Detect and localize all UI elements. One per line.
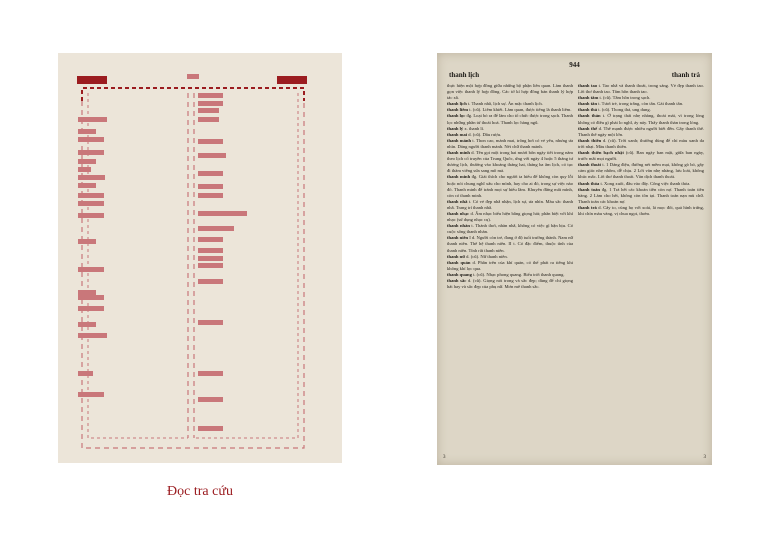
dictionary-entry [447, 138, 573, 150]
right-bar [198, 256, 223, 261]
footer-right: 3 [703, 455, 706, 460]
dictionary-entry [578, 126, 704, 138]
left-bar [78, 290, 96, 295]
entry-definition: t. Có vẻ đẹp nhã nhặn, lịch sự, ưa nhìn. Màu sắc thanh nhã. Trang trí thanh nhã. [447, 198, 573, 210]
header-block-center [187, 74, 199, 79]
right-bar [198, 320, 223, 325]
header-block-right [277, 76, 307, 84]
entry-headword: thanh tân [578, 101, 598, 107]
entry-definition: t. 1 Dáng điệu, đường nét mềm mại, không gò bó, gây cảm giác nhẹ nhõm, dễ chịu. 2 Lời văn nhẹ nhàng, lưu loát, không khúc mắc. Lời thơ thanh thoát. Văn dịch thanh thoát. [578, 162, 704, 180]
dictionary-entry [447, 113, 573, 125]
entry-headword: thanh lịch [447, 101, 467, 107]
entry-definition: t. Ở trạng thái nhẹ nhàng, thoải mái, vì trong lòng không có điều gì phải lo nghĩ, áy náy. Thấy thanh thản trong lòng. [578, 113, 704, 125]
entry-definition: thực hiện một hợp đồng giữa những bộ phận liên quan. Làm thanh gọn việc thanh lý hợp đồng. Các tờ kí hợp đồng bản thanh lý hợp tác xã. [447, 83, 573, 101]
entry-definition: d. (cũ). Trời xanh; thường dùng để chỉ màu xanh da trời nhạt. Màu thanh thiên. [578, 137, 704, 149]
entry-definition: t. Thảnh thơi, nhàn nhã, không có việc gì bận bịu. Có cuộc sống thanh nhàn. [447, 223, 573, 235]
entry-definition: d. Thế mạnh được nhiều người biết đến. Gây thanh thế. Thanh thế ngày một lớn. [578, 125, 705, 137]
left-bar [78, 322, 96, 327]
left-bar [78, 267, 104, 272]
left-bar [78, 183, 96, 188]
left-bar [78, 117, 107, 122]
dictionary-entry [578, 187, 704, 205]
entry-definition: (cũ). Ban ngày ban mặt, giữa ban ngày, trước mắt mọi người. [578, 150, 704, 162]
entry-headword: thanh mảnh [447, 137, 472, 143]
dictionary-entry [578, 150, 704, 162]
entry-definition: x. thanh lí. [464, 125, 485, 131]
layout-diagram-panel [58, 53, 342, 463]
dictionary-page [437, 53, 712, 465]
dictionary-entry [578, 138, 704, 150]
right-bar [198, 397, 223, 402]
right-bar [198, 279, 223, 284]
entry-definition: t. Tươi trẻ, trong trắng, còn tân. Gái thanh tân. [598, 101, 684, 107]
left-bar [78, 150, 104, 155]
header-block-left [77, 76, 107, 84]
entry-headword: thanh liêm [447, 107, 469, 113]
right-bar [198, 263, 223, 268]
entry-definition: d. Âm nhạc biểu hiện bằng giọng hát; phân biệt với khí nhạc (sử dụng nhạc cụ). [447, 210, 573, 223]
entry-definition: đg. 1 Trả hết các khoản tiền còn nợ. Thanh toán tiền hàng. 2 Làm cho hết, không còn tồn tại. Thanh toán nạn mù chữ. Thanh toán các khoản nợ. [578, 186, 704, 204]
entry-definition: d. (cũ). Giọng nói trong và sắc đẹp; dùng để chỉ giọng hát hay và sắc đẹp của phụ nữ. Mơn mê thanh sắc. [447, 278, 573, 290]
left-bar [78, 129, 96, 134]
dictionary-entry [578, 205, 704, 217]
dictionary-entry [447, 83, 573, 101]
diagram-caption: Đọc tra cứu [167, 484, 233, 499]
right-bar [198, 139, 223, 144]
guide-word-right: thanh trà [671, 71, 700, 79]
right-bar [198, 101, 223, 106]
entry-headword: thanh minh [447, 150, 470, 156]
left-bar [78, 295, 104, 300]
entry-definition: t. Thon cao, mảnh mai, trông hơi có vẻ yếu, nhưng ưa nhìn. Dáng người thanh mảnh. Nét chữ thanh mảnh. [447, 137, 574, 149]
right-bar [198, 184, 223, 189]
entry-headword: thanh lý [447, 125, 464, 131]
dictionary-entry [578, 83, 704, 95]
left-bar [78, 392, 104, 397]
entry-headword: thanh thản [578, 113, 601, 119]
layout-diagram [58, 53, 342, 463]
entry-definition: d. (cũ). Dâu rượu. [468, 131, 502, 137]
entry-definition: d. Tên gọi một trong hai mươi bốn ngày tiết trong năm theo lịch cổ truyền của Trung Quốc, ứng với ngày 4 hoặc 5 tháng tư dương lịch, thường vào khoảng tháng hai, tháng ba âm lịch, có tục đi thăm viếng sửa sang mồ mả. [447, 150, 573, 174]
dictionary-entry [447, 199, 573, 211]
page-number: 944 [569, 61, 580, 69]
left-bar [78, 193, 104, 198]
entry-headword: thanh nhạc [447, 210, 470, 216]
entry-headword: thanh lọc [447, 113, 466, 119]
left-bar [78, 213, 104, 218]
entry-headword: thanh mai [447, 131, 468, 137]
dictionary-entry [447, 211, 573, 223]
left-bar [78, 201, 104, 206]
entry-headword: thanh quản [447, 259, 471, 265]
entry-headword: thanh nhã [447, 198, 468, 204]
right-bar [198, 153, 226, 158]
entry-headword: thanh sắc [447, 278, 467, 283]
entry-headword: thanh nữ [447, 253, 465, 259]
right-bar [198, 237, 223, 242]
entry-headword: thanh thế [578, 125, 598, 131]
dictionary-entry [447, 223, 573, 235]
entry-definition: I d. Người còn trẻ, đang ở độ tuổi trưởng thành. Nam nữ thanh niên. Thế hệ thanh niên. II t. Có đặc điểm, thuộc tính của thanh niên. Tính rất thanh niên. [447, 235, 573, 253]
left-bar [78, 159, 96, 164]
entry-headword: thanh tao [578, 83, 598, 88]
dictionary-entry [447, 150, 573, 174]
footer-left: 3 [443, 455, 446, 460]
entry-definition: đg. Giải thích cho người ta hiểu để không còn quy lỗi hoặc nói chung nghĩ xấu cho mình, hay cho ai đó, trong sự việc nào đó. Thanh minh để tránh mọi sự hiểu lầm. Khuyên đừng mất mình, còn có thanh minh. [447, 174, 573, 198]
entry-headword: thanh thả [578, 107, 598, 113]
entry-definition: t. Xong xuôi, đâu vào đấy. Công việc thanh thỏa. [600, 180, 691, 186]
entry-headword: thanh quang [447, 271, 472, 277]
dictionary-entry [447, 174, 573, 198]
entry-definition: d. Cây to, cùng họ với xoài, lá mọc đối, quả hình trứng, khi chín màu vàng, vị chua ngọt, thơm. [578, 204, 705, 216]
left-bar [78, 167, 91, 172]
entry-headword: thanh thoát [578, 162, 602, 168]
entry-definition: t. (cũ). Nhạc phong quang. Biểu trời thanh quang. [473, 271, 565, 277]
left-bar [78, 306, 104, 311]
entry-definition: t. Tao nhã và thanh thoát, trong sáng. Vẻ đẹp thanh tao. Lời thơ thanh tao. Tâm hồn thanh tao. [578, 83, 704, 95]
entry-headword: thanh thiên bạch nhật [578, 150, 624, 156]
dictionary-entry [578, 162, 704, 180]
dictionary-entry [578, 113, 704, 125]
entry-definition: t. (cũ). Liêm khiết. Làm quan, được tiếng là thanh liêm. [469, 107, 572, 113]
entry-definition: d. (cũ). Nữ thanh niên. [466, 253, 508, 259]
right-bar [198, 248, 223, 253]
dictionary-entry [447, 278, 573, 290]
right-bar [198, 93, 223, 98]
entry-headword: thanh nhàn [447, 223, 470, 229]
entry-definition: t. Thanh nhã, lịch sự. Ăn mặc thanh lịch. [467, 101, 543, 107]
right-bar [198, 108, 219, 113]
right-bar [198, 371, 223, 376]
frame-outer-dashed [82, 101, 304, 448]
entry-headword: thanh toán [578, 186, 600, 192]
entry-headword: thanh thỏa [578, 180, 600, 186]
frame-inner-left [88, 93, 188, 438]
entry-headword: thanh niên [447, 235, 469, 241]
left-bar [78, 371, 93, 376]
right-bar [198, 426, 223, 431]
entry-headword: thanh tâm [578, 95, 599, 101]
entry-headword: thanh trà [578, 204, 597, 210]
right-bar [198, 211, 247, 216]
entry-definition: t. (cũ). Thong thả, ung dung. [598, 107, 651, 113]
left-bar [78, 175, 105, 180]
guide-word-left: thanh lịch [449, 71, 480, 79]
entry-headword: thanh thiên [578, 137, 602, 143]
left-bar [78, 239, 96, 244]
right-bar [198, 171, 223, 176]
dictionary-entry [447, 260, 573, 272]
entry-definition: t. (cũ). Tâm hồn trong sạch. [599, 95, 651, 101]
left-bar [78, 333, 107, 338]
entry-definition: đg. Loại bỏ ra để làm cho tổ chức được trong sạch. Thanh lọc những phần tử thoái hoá. Thanh lọc hàng ngũ. [447, 113, 573, 125]
right-bar [198, 226, 234, 231]
entry-headword: thanh minh [447, 174, 471, 180]
dictionary-entry [447, 235, 573, 253]
right-bar [198, 193, 223, 198]
entry-definition: d. Phần trên của khí quản, có thể phát ra tiếng khi không khí lọc qua. [447, 259, 573, 271]
entries-left-column [447, 83, 573, 290]
frame-top-dashed [82, 88, 304, 101]
right-bar [198, 117, 219, 122]
left-bar [78, 137, 104, 142]
entries-right-column [578, 83, 704, 217]
